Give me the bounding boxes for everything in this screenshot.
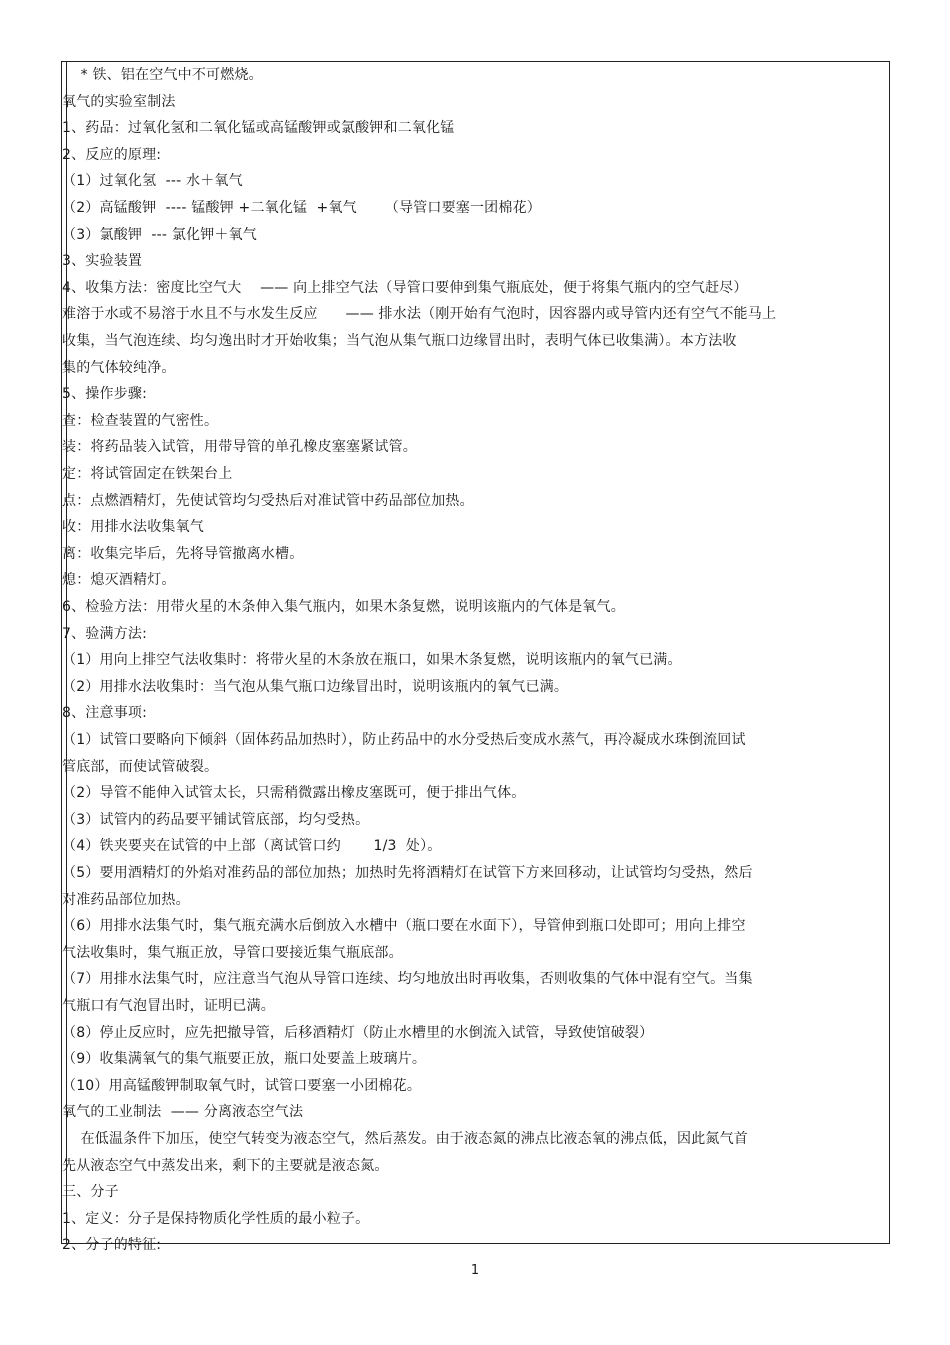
text-line: 定：将试管固定在铁架台上 [62,466,233,482]
text-line: （7）用排水法集气时，应注意当气泡从导管口连续、均匀地放出时再收集，否则收集的气体中混有空气。当集 [62,971,753,988]
text-line: * 铁、铝在空气中不可燃烧。 [62,67,263,83]
text-line: （1）用向上排空气法收集时：将带火星的木条放在瓶口，如果木条复燃，说明该瓶内的氧气已满。 [62,652,682,669]
text-line: 气法收集时，集气瓶正放，导管口要接近集气瓶底部。 [62,944,403,961]
text-line: 5、操作步骤: [62,386,148,403]
text-line: （2）导管不能伸入试管太长，只需稍微露出橡皮塞既可，便于排出气体。 [62,785,526,802]
page-number: 1 [470,1263,480,1278]
text-line: （1）试管口要略向下倾斜（固体药品加热时），防止药品中的水分受热后变成水蒸气，再冷凝成水珠倒流回试 [62,732,746,748]
text-line: （4）铁夹要夹在试管的中上部（离试管口约 1/3 处）。 [62,838,442,855]
text-line: （2）用排水法收集时：当气泡从集气瓶口边缘冒出时，说明该瓶内的氧气已满。 [62,678,569,695]
text-line: （5）要用酒精灯的外焰对准药品的部位加热；加热时先将酒精灯在试管下方来回移动，让试管均匀受热，然后 [62,865,753,881]
text-line: 查：检查装置的气密性。 [62,412,219,429]
text-line: 7、验满方法: [62,625,148,642]
text-line: 在低温条件下加压，使空气转变为液态空气，然后蒸发。由于液态氮的沸点比液态氧的沸点低，因此氮气首 [62,1131,748,1147]
text-line: （3）试管内的药品要平铺试管底部，均匀受热。 [62,811,370,828]
text-line: 离：收集完毕后，先将导管撤离水槽。 [62,545,304,562]
text-line: 收：用排水法收集氧气 [62,519,204,536]
text-line: 氧气的实验室制法 [62,93,176,110]
text-line: 点：点燃酒精灯，先使试管均匀受热后对准试管中药品部位加热。 [62,492,474,509]
text-line: 2、反应的原理: [62,146,162,163]
text-line: 气瓶口有气泡冒出时，证明已满。 [62,998,275,1014]
text-line: 难溶于水或不易溶于水且不与水发生反应 —— 排水法（刚开始有气泡时，因容器内或导管内还有空气不能马上 [62,306,777,323]
text-line: 先从液态空气中蒸发出来，剩下的主要就是液态氮。 [62,1157,389,1174]
text-line: （3）氯酸钾 --- 氯化钾＋氧气 [62,226,258,243]
text-line: （8）停止反应时，应先把撤导管，后移酒精灯（防止水槽里的水倒流入试管，导致使馆破裂） [62,1024,654,1041]
text-line: 氧气的工业制法 —— 分离液态空气法 [62,1104,304,1121]
text-line: 3、实验装置 [62,253,143,270]
text-line: 1、药品：过氧化氢和二氧化锰或高锰酸钾或氯酸钾和二氧化锰 [62,120,455,137]
text-line: 收集，当气泡连续、均匀逸出时才开始收集；当气泡从集气瓶口边缘冒出时，表明气体已收集满）。本方法收 [62,333,737,349]
text-line: 集的气体较纯净。 [62,359,176,376]
text-line: 8、注意事项: [62,705,148,722]
text-line: （2）高锰酸钾 ---- 锰酸钾 +二氧化锰 +氧气 （导管口要塞一团棉花） [62,200,541,216]
text-line: 6、检验方法：用带火星的木条伸入集气瓶内，如果木条复燃，说明该瓶内的气体是氧气。 [62,599,625,615]
text-line: （6）用排水法集气时，集气瓶充满水后倒放入水槽中（瓶口要在水面下），导管伸到瓶口处即可；用向上排空 [62,918,746,935]
text-line: 对准药品部位加热。 [62,891,190,908]
text-line: （1）过氧化氢 --- 水＋氧气 [62,173,243,190]
text-line: 三、分子 [62,1184,119,1201]
text-line: 4、收集方法：密度比空气大 —— 向上排空气法（导管口要伸到集气瓶底处，便于将集气瓶内的空气赶尽） [62,279,748,296]
text-line: 1、定义：分子是保持物质化学性质的最小粒子。 [62,1210,370,1227]
text-line: （10）用高锰酸钾制取氧气时，试管口要塞一小团棉花。 [62,1077,422,1094]
text-line: （9）收集满氧气的集气瓶要正放，瓶口处要盖上玻璃片。 [62,1051,427,1068]
text-line: 熄：熄灭酒精灯。 [62,572,176,589]
text-line: 管底部，而使试管破裂。 [62,758,219,775]
text-line: 装：将药品装入试管，用带导管的单孔橡皮塞塞紧试管。 [62,439,417,456]
text-line: 2、分子的特征: [62,1237,162,1254]
